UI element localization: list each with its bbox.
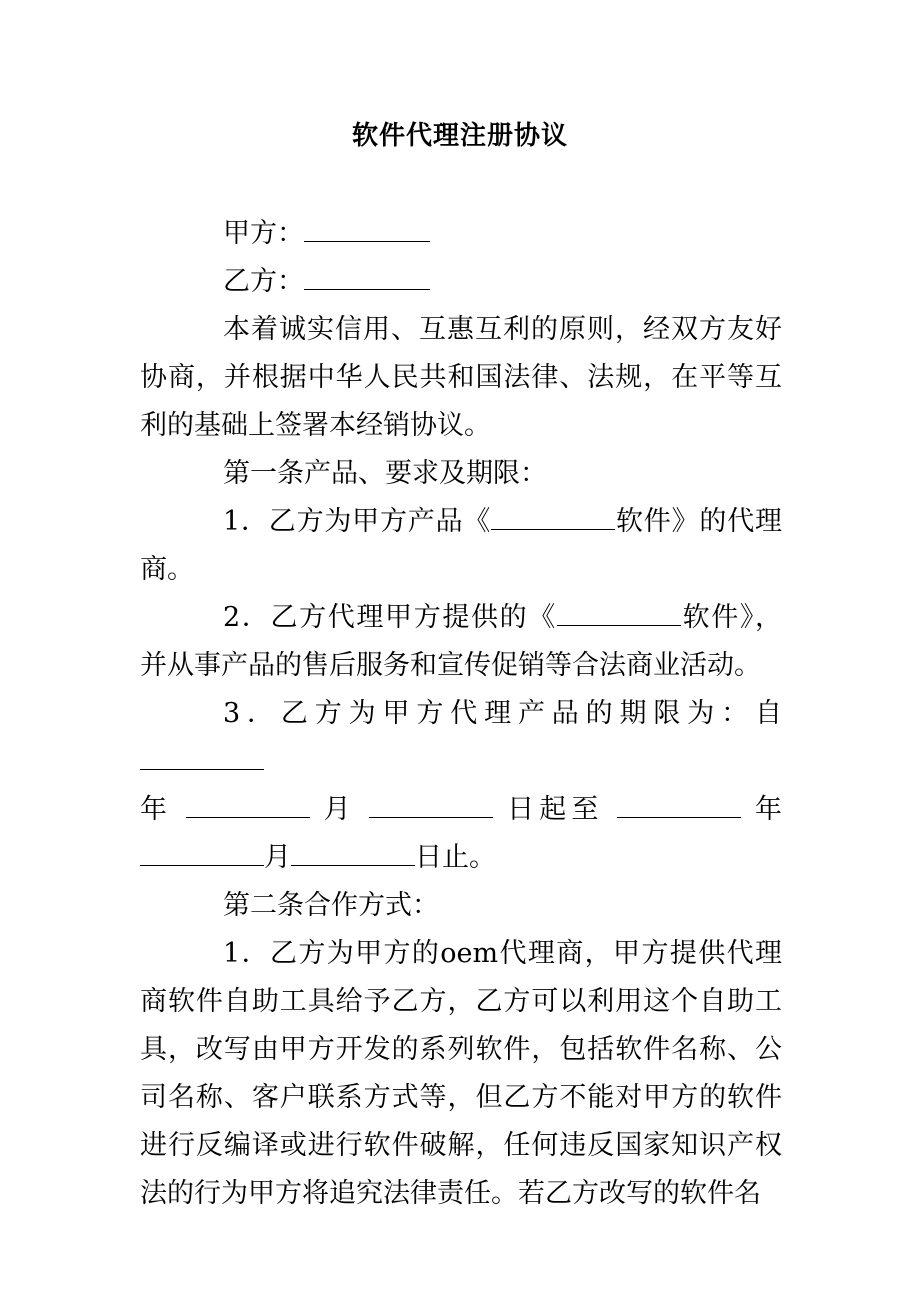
article1-item2-prefix: 2．乙方代理甲方提供的《 <box>223 602 557 633</box>
party-a-blank <box>304 215 430 242</box>
article1-item3-prefix: 3．乙方为甲方代理产品的期限为：自 <box>223 698 782 729</box>
party-b-line <box>140 258 782 306</box>
end-day-blank <box>291 839 415 866</box>
end-year-blank <box>617 791 741 818</box>
product-name-blank-1 <box>491 503 615 530</box>
end-month-blank <box>140 839 264 866</box>
start-year-blank <box>140 743 264 770</box>
article1-item3 <box>140 690 782 786</box>
article1-item1 <box>140 498 782 594</box>
party-b-blank <box>304 263 430 290</box>
party-a-line <box>140 210 782 258</box>
article1-item1-prefix: 1．乙方为甲方产品《 <box>223 506 492 537</box>
article1-item2-suffix: 软件》，并从事产品的售后服务和宣传促销等合法商业活动。 <box>140 602 782 681</box>
end-day-label: 日止。 <box>415 842 496 873</box>
article1-item2 <box>140 594 782 690</box>
party-a-label: 甲方： <box>223 218 304 249</box>
article1-item3-dates <box>140 786 782 834</box>
end-month-label: 月 <box>264 842 291 873</box>
end-year-label: 年 <box>755 794 782 825</box>
article1-item3-end <box>140 834 782 882</box>
start-day-label: 日起至 <box>507 794 604 825</box>
party-b-label: 乙方： <box>223 266 304 297</box>
intro-paragraph: 本着诚实信用、互惠互利的原则，经双方友好协商，并根据中华人民共和国法律、法规，在平等互利的基础上签署本经销协议。 <box>140 314 782 441</box>
article2-heading: 第二条合作方式： <box>223 890 439 921</box>
article1-heading: 第一条产品、要求及期限： <box>223 458 547 489</box>
article2-item1: 1．乙方为甲方的oem代理商，甲方提供代理商软件自助工具给予乙方，乙方可以利用这个自助工具，改写由甲方开发的系列软件，包括软件名称、公司名称、客户联系方式等，但乙方不能对甲方的软件进行反编译或进行软件破解，任何违反国家知识产权法的行为甲方将追究法律责任。若乙方改写的软件名 <box>140 938 782 1209</box>
document-body <box>140 210 782 1218</box>
start-month-label: 月 <box>323 794 356 825</box>
document-title: 软件代理注册协议 <box>351 121 568 151</box>
start-year-label: 年 <box>140 794 173 825</box>
article1-item1-suffix: 软件》的代理商。 <box>140 506 782 585</box>
product-name-blank-2 <box>557 599 681 626</box>
start-month-blank <box>186 791 310 818</box>
start-day-blank <box>369 791 493 818</box>
